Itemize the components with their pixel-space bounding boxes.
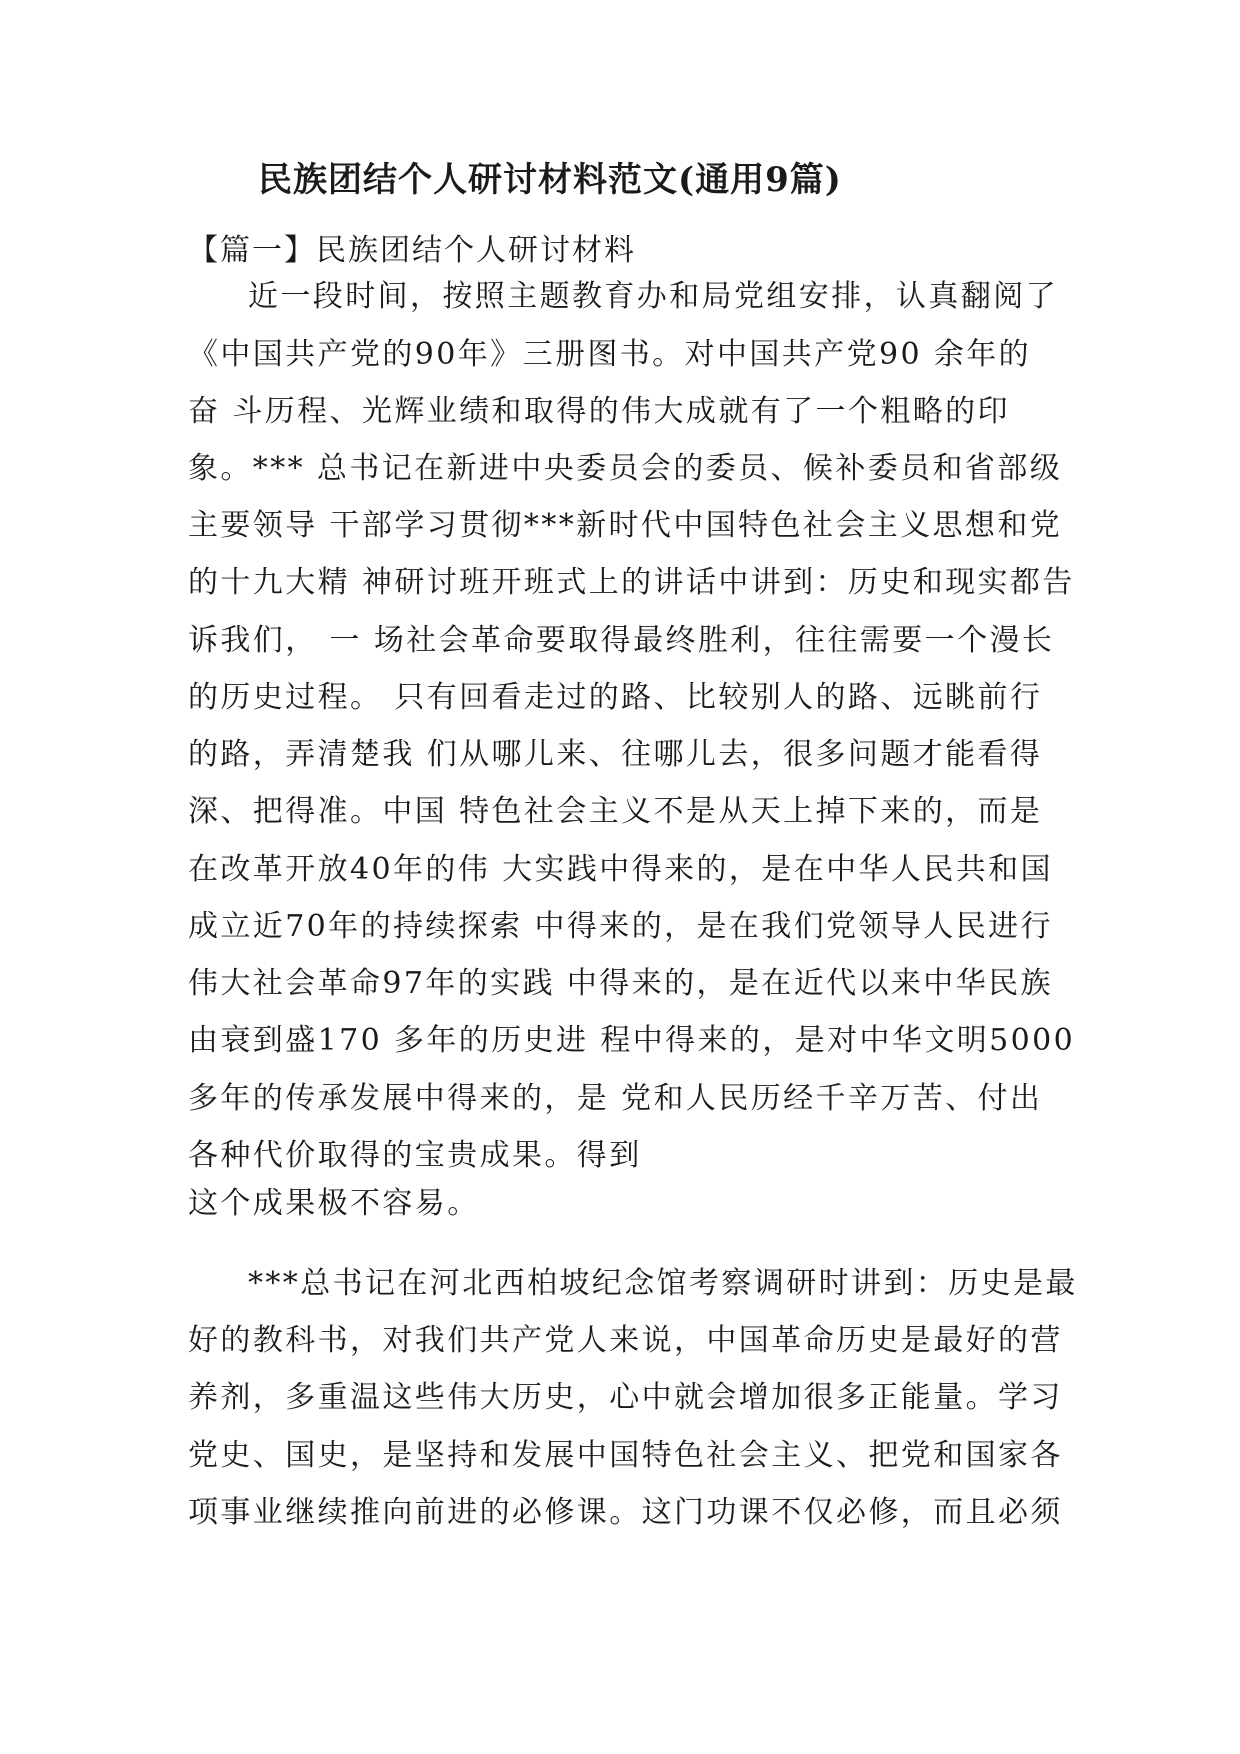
paragraph-line: 好的教科书，对我们共产党人来说，中国革命历史是最好的营 [188,1323,1063,1358]
paragraph-line: 的路，弄清楚我 们从哪儿来、往哪儿去，很多问题才能看得 [188,737,1043,772]
paragraph-line: 主要领导 干部学习贯彻***新时代中国特色社会主义思想和党 [188,508,1063,543]
paragraph-line: 奋 斗历程、光辉业绩和取得的伟大成就有了一个粗略的印 [188,394,1010,429]
paragraph-line: 象。*** 总书记在新进中央委员会的委员、候补委员和省部级 [188,451,1063,486]
paragraph-line: 党史、国史，是坚持和发展中国特色社会主义、把党和国家各 [188,1438,1063,1473]
paragraph-line: 近一段时间，按照主题教育办和局党组安排，认真翻阅了 [248,279,1058,314]
paragraph-line: 各种代价取得的宝贵成果。得到 [188,1138,642,1173]
paragraph-line: 项事业继续推向前进的必修课。这门功课不仅必修，而且必须 [188,1495,1063,1530]
paragraph-line: 养剂，多重温这些伟大历史，心中就会增加很多正能量。学习 [188,1380,1063,1415]
paragraph-line: ***总书记在河北西柏坡纪念馆考察调研时讲到：历史是最 [248,1266,1078,1301]
paragraph-line: 伟大社会革命97年的实践 中得来的，是在近代以来中华民族 [188,966,1053,1001]
paragraph-line: 这个成果极不容易。 [188,1186,480,1221]
paragraph-line: 深、把得准。中国 特色社会主义不是从天上掉下来的，而是 [188,794,1043,829]
section-heading: 【篇一】民族团结个人研讨材料 [188,233,636,268]
paragraph-line: 多年的传承发展中得来的，是 党和人民历经千辛万苦、付出 [188,1081,1043,1116]
paragraph-line: 成立近70年的持续探索 中得来的，是在我们党领导人民进行 [188,909,1053,944]
paragraph-line: 诉我们， 一 场社会革命要取得最终胜利，往往需要一个漫长 [188,623,1055,658]
paragraph-line: 在改革开放40年的伟 大实践中得来的，是在中华人民共和国 [188,852,1053,887]
paragraph-line: 由衰到盛170 多年的历史进 程中得来的，是对中华文明5000 [188,1023,1076,1058]
paragraph-line: 的历史过程。 只有回看走过的路、比较别人的路、远眺前行 [188,680,1043,715]
document-title: 民族团结个人研讨材料范文(通用9篇) [258,160,842,200]
paragraph-line: 的十九大精 神研讨班开班式上的讲话中讲到：历史和现实都告 [188,565,1075,600]
paragraph-line: 《中国共产党的90年》三册图书。对中国共产党90 余年的 [188,337,1032,372]
